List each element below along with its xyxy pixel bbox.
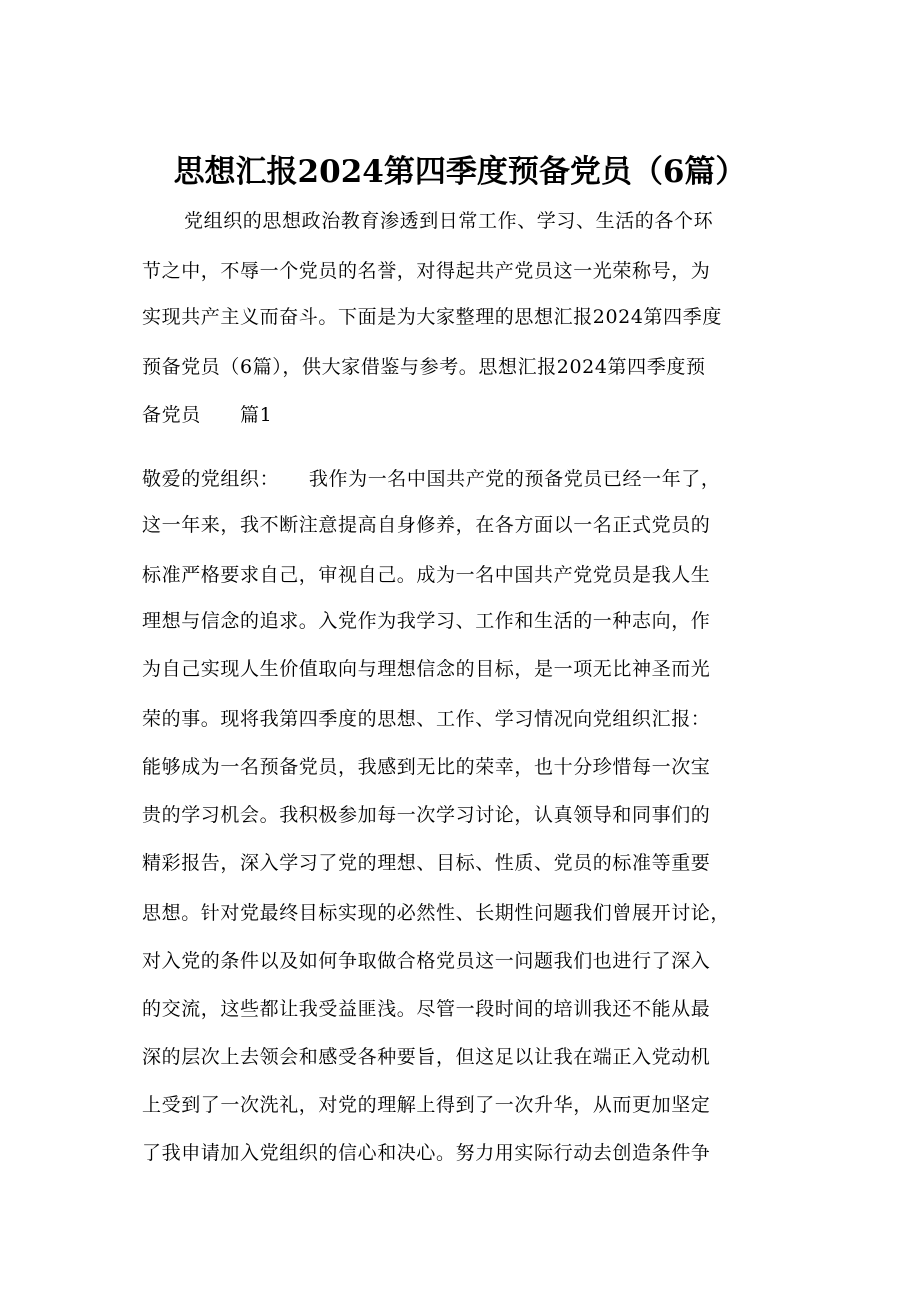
body-line: 的交流，这些都让我受益匪浅。尽管一段时间的培训我还不能从最 — [142, 998, 711, 1020]
body-line: 精彩报告，深入学习了党的理想、目标、性质、党员的标准等重要 — [142, 852, 711, 874]
body-line: 标准严格要求自己，审视自己。成为一名中国共产党党员是我人生 — [142, 564, 711, 586]
body-line: 能够成为一名预备党员，我感到无比的荣幸，也十分珍惜每一次宝 — [142, 756, 711, 778]
body-line: 了我申请加入党组织的信心和决心。努力用实际行动去创造条件争 — [142, 1142, 711, 1164]
body-line: 思想。针对党最终目标实现的必然性、长期性问题我们曾展开讨论， — [142, 902, 731, 924]
intro-line: 节之中，不辱一个党员的名誉，对得起共产党员这一光荣称号，为 — [142, 260, 711, 282]
body-line: 上受到了一次洗礼，对党的理解上得到了一次升华，从而更加坚定 — [142, 1094, 711, 1116]
body-line: 贵的学习机会。我积极参加每一次学习讨论，认真领导和同事们的 — [142, 804, 711, 826]
body-line: 这一年来，我不断注意提高自身修养，在各方面以一名正式党员的 — [142, 514, 711, 536]
intro-line: 党组织的思想政治教育渗透到日常工作、学习、生活的各个环 — [184, 210, 714, 232]
body-line: 理想与信念的追求。入党作为我学习、工作和生活的一种志向，作 — [142, 610, 711, 632]
intro-line: 备党员 篇1 — [142, 404, 273, 426]
body-line: 敬爱的党组织： 我作为一名中国共产党的预备党员已经一年了， — [142, 468, 721, 490]
document-title: 思想汇报2024第四季度预备党员（6篇） — [173, 154, 747, 190]
intro-line: 实现共产主义而奋斗。下面是为大家整理的思想汇报2024第四季度 — [142, 306, 722, 328]
body-line: 荣的事。现将我第四季度的思想、工作、学习情况向党组织汇报： — [142, 708, 711, 730]
intro-line: 预备党员（6篇），供大家借鉴与参考。思想汇报2024第四季度预 — [142, 356, 706, 378]
body-line: 为自己实现人生价值取向与理想信念的目标，是一项无比神圣而光 — [142, 658, 711, 680]
body-line: 深的层次上去领会和感受各种要旨，但这足以让我在端正入党动机 — [142, 1046, 711, 1068]
body-line: 对入党的条件以及如何争取做合格党员这一问题我们也进行了深入 — [142, 950, 711, 972]
